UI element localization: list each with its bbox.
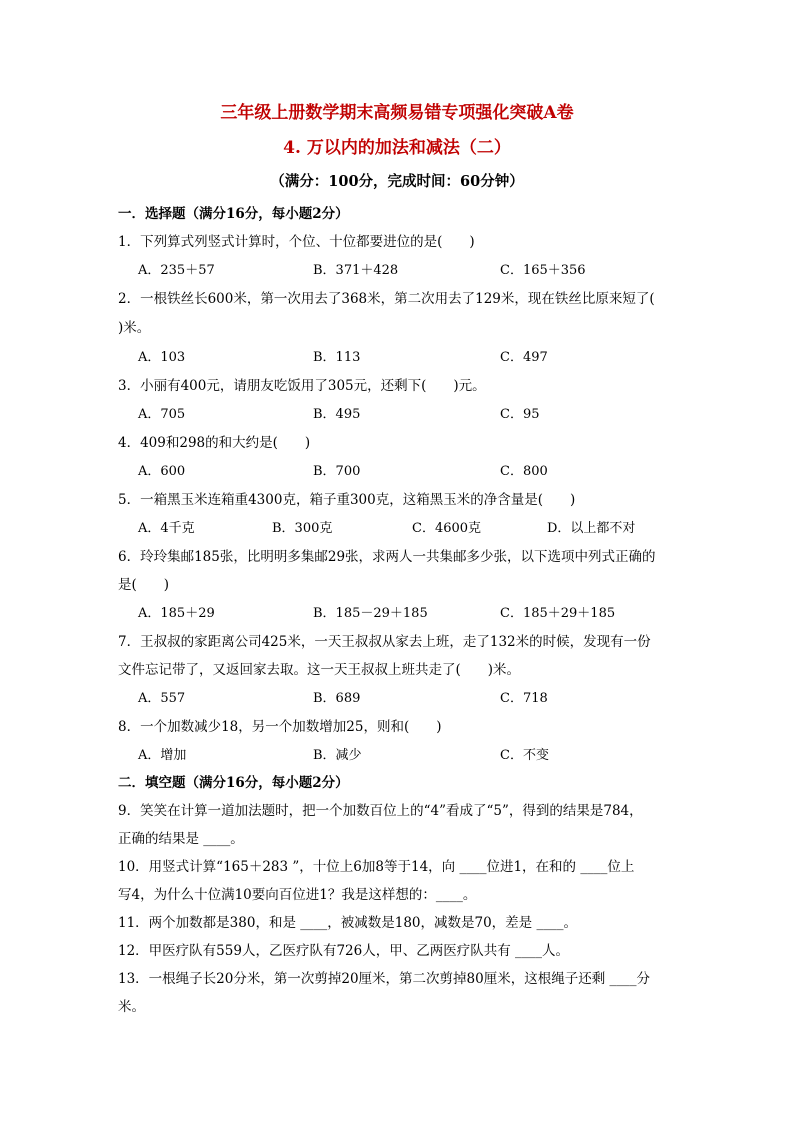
q2-option-b: B．113 [313, 350, 361, 365]
q1-option-b: B．371＋428 [313, 263, 399, 278]
question-6-line1: 6．玲玲集邮185张，比明明多集邮29张，求两人一共集邮多少张，以下选项中列式正确的 [118, 549, 656, 565]
q1-option-a: A．235＋57 [138, 263, 215, 278]
q7-option-a: A．557 [138, 691, 186, 706]
q5-option-d: D．以上都不对 [547, 521, 636, 536]
q7-option-b: B．689 [313, 691, 361, 706]
question-7-line1: 7．王叔叔的家距离公司425米，一天王叔叔从家去上班，走了132米的时候，发现有一份 [118, 634, 651, 650]
q8-option-b: B．减少 [313, 748, 362, 763]
q8-option-c: C．不变 [500, 748, 549, 763]
question-7-line2: 文件忘记带了，又返回家去取。这一天王叔叔上班共走了( )米。 [118, 662, 521, 678]
q4-option-a: A．600 [138, 464, 186, 479]
q1-option-c: C．165＋356 [500, 263, 586, 278]
q6-option-a: A．185＋29 [138, 606, 215, 621]
question-3: 3．小丽有400元，请朋友吃饭用了305元，还剩下( )元。 [118, 378, 486, 394]
question-10-line2: 写4，为什么十位满10要向百位进1？我是这样想的：____。 [118, 887, 477, 903]
q6-option-b: B．185－29＋185 [313, 606, 428, 621]
exam-info: （满分：100分，完成时间：60分钟） [270, 173, 524, 190]
q5-option-a: A．4千克 [138, 521, 195, 536]
q4-option-b: B．700 [313, 464, 361, 479]
q2-option-c: C．497 [500, 350, 548, 365]
question-8: 8．一个加数减少18，另一个加数增加25，则和( ) [118, 719, 442, 735]
question-11: 11．两个加数都是380，和是 ____，被减数是180，减数是70，差是 ____。 [118, 915, 577, 931]
section-heading-choice: 一．选择题（满分16分，每小题2分） [118, 206, 349, 222]
q3-option-a: A．705 [138, 407, 186, 422]
q3-option-b: B．495 [313, 407, 361, 422]
q2-option-a: A．103 [138, 350, 186, 365]
q4-option-c: C．800 [500, 464, 548, 479]
question-2-line2: )米。 [118, 320, 151, 336]
question-2-line1: 2．一根铁丝长600米，第一次用去了368米，第二次用去了129米，现在铁丝比原来短了( [118, 291, 655, 307]
section-heading-fill: 二．填空题（满分16分，每小题2分） [118, 775, 349, 791]
chapter-title: 4. 万以内的加法和减法（二） [283, 138, 511, 158]
question-9-line1: 9．笑笑在计算一道加法题时，把一个加数百位上的“4”看成了“5”，得到的结果是784， [118, 803, 643, 819]
question-13-line2: 米。 [118, 999, 145, 1015]
q5-option-b: B．300克 [272, 521, 333, 536]
question-13-line1: 13．一根绳子长20分米，第一次剪掉20厘米，第二次剪掉80厘米，这根绳子还剩 ____分 [118, 971, 651, 987]
question-5: 5．一箱黑玉米连箱重4300克，箱子重300克，这箱黑玉米的净含量是( ) [118, 492, 576, 508]
q5-option-c: C．4600克 [412, 521, 482, 536]
q6-option-c: C．185＋29＋185 [500, 606, 616, 621]
q8-option-a: A．增加 [138, 748, 187, 763]
question-4: 4．409和298的和大约是( ) [118, 435, 311, 451]
question-9-line2: 正确的结果是 ____。 [118, 831, 244, 847]
q7-option-c: C．718 [500, 691, 548, 706]
question-1: 1．下列算式列竖式计算时，个位、十位都要进位的是( ) [118, 234, 475, 250]
question-12: 12．甲医疗队有559人，乙医疗队有726人，甲、乙两医疗队共有 ____人。 [118, 943, 570, 959]
question-10-line1: 10．用竖式计算“165＋283 ”，十位上6加8等于14，向 ____位进1，在和的 ____位上 [118, 859, 635, 875]
q3-option-c: C．95 [500, 407, 540, 422]
worksheet-title: 三年级上册数学期末高频易错专项强化突破A卷 [220, 103, 574, 123]
question-6-line2: 是( ) [118, 577, 170, 593]
